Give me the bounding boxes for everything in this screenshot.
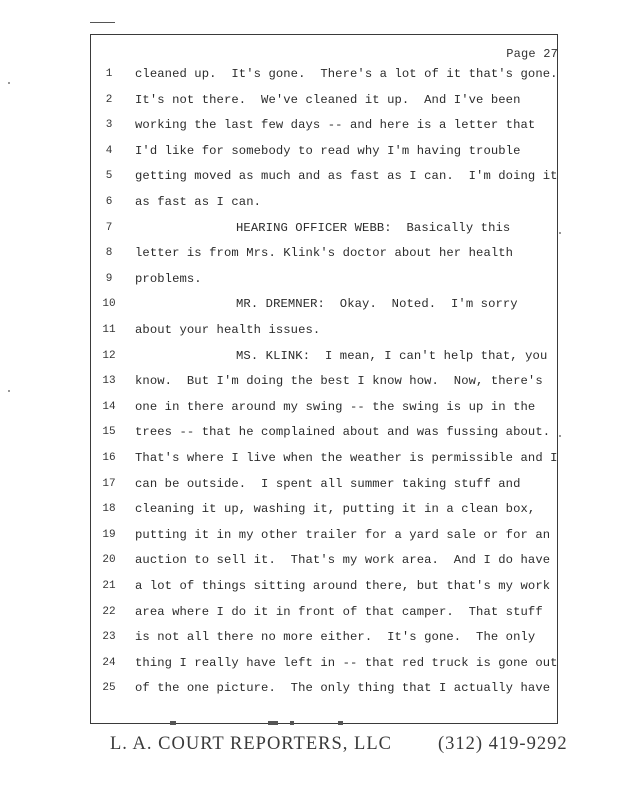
transcript-line <box>0 602 560 622</box>
speaker-line-text: MS. KLINK: I mean, I can't help that, you <box>236 348 548 363</box>
line-text: as fast as I can. <box>135 195 262 209</box>
line-number: 25 <box>102 682 116 695</box>
transcript-line <box>0 320 560 340</box>
transcript-line <box>0 576 560 596</box>
line-number: 21 <box>102 580 116 592</box>
line-number: 20 <box>102 554 116 567</box>
scan-speck <box>8 82 10 84</box>
line-number: 8 <box>105 247 113 260</box>
line-text: know. But I'm doing the best I know how. Now, there's <box>135 374 543 389</box>
speaker-line-text: MR. DREMNER: Okay. Noted. I'm sorry <box>236 297 518 312</box>
transcript-line <box>0 218 560 238</box>
line-number: 24 <box>102 656 116 669</box>
page-number: Page 27 <box>506 47 558 61</box>
line-number: 2 <box>105 93 113 106</box>
transcript-line <box>0 371 560 391</box>
line-number: 10 <box>102 298 116 311</box>
line-text: cleaned up. It's gone. There's a lot of it that's gone. <box>135 67 558 81</box>
line-text: letter is from Mrs. Klink's doctor about her health <box>135 246 514 261</box>
line-number: 14 <box>102 400 116 413</box>
line-number: 23 <box>102 631 116 644</box>
line-number: 5 <box>105 170 113 183</box>
transcript-line <box>0 678 560 698</box>
footer <box>110 734 568 755</box>
transcript-line <box>0 243 560 263</box>
transcript-line <box>0 550 560 570</box>
line-number: 13 <box>102 375 116 388</box>
footer-phone: (312) 419-9292 <box>437 734 568 754</box>
line-text: of the one picture. The only thing that I actually have <box>135 681 551 696</box>
line-number: 19 <box>102 528 116 541</box>
transcript-line <box>0 115 560 135</box>
line-text: That's where I live when the weather is permissible and I <box>135 451 558 465</box>
scan-artifact <box>150 721 350 727</box>
line-text: putting it in my other trailer for a yard sale or for an <box>135 527 551 542</box>
line-text: getting moved as much and as fast as I can. I'm doing it <box>135 169 558 184</box>
line-number: 4 <box>105 144 113 157</box>
line-text: trees -- that he complained about and was fussing about. <box>135 425 551 440</box>
transcript-line <box>0 269 560 289</box>
line-number: 3 <box>105 119 113 132</box>
line-text: thing I really have left in -- that red truck is gone out <box>135 655 558 670</box>
scan-speck <box>559 435 561 437</box>
scan-speck <box>8 390 10 392</box>
transcript-line <box>0 346 560 366</box>
frame-corner-mark <box>90 22 115 23</box>
transcript-line <box>0 499 560 519</box>
transcript-line <box>0 653 560 673</box>
line-number: 9 <box>105 272 113 285</box>
line-text: It's not there. We've cleaned it up. And I've been <box>135 92 521 107</box>
transcript-line <box>0 294 560 314</box>
transcript-line <box>0 90 560 110</box>
line-text: area where I do it in front of that camper. That stuff <box>135 604 543 619</box>
line-text: working the last few days -- and here is a letter that <box>135 118 536 133</box>
transcript-line <box>0 448 560 468</box>
speaker-line-text: HEARING OFFICER WEBB: Basically this <box>236 220 511 235</box>
line-number: 11 <box>102 324 116 336</box>
transcript-line <box>0 64 560 84</box>
line-text: one in there around my swing -- the swing is up in the <box>135 399 536 414</box>
line-text: can be outside. I spent all summer taking stuff and <box>135 476 521 491</box>
transcript-line <box>0 422 560 442</box>
line-number: 18 <box>102 503 116 516</box>
line-text: is not all there no more either. It's gone. The only <box>135 630 536 645</box>
line-number: 12 <box>102 349 116 362</box>
line-text: a lot of things sitting around there, but that's my work <box>135 579 551 593</box>
line-text: I'd like for somebody to read why I'm having trouble <box>135 143 521 158</box>
transcript-line <box>0 474 560 494</box>
line-number: 1 <box>105 68 113 80</box>
transcript-line <box>0 192 560 212</box>
footer-company: L. A. COURT REPORTERS, LLC <box>110 734 392 754</box>
line-number: 16 <box>102 452 116 464</box>
line-number: 22 <box>102 605 116 618</box>
line-number: 7 <box>105 221 113 234</box>
line-number: 17 <box>102 477 116 490</box>
line-text: auction to sell it. That's my work area. And I do have <box>135 553 551 568</box>
line-text: problems. <box>135 271 202 286</box>
line-text: cleaning it up, washing it, putting it in a clean box, <box>135 502 536 517</box>
transcript-line <box>0 627 560 647</box>
transcript-line <box>0 141 560 161</box>
transcript-line <box>0 166 560 186</box>
line-text: about your health issues. <box>135 323 321 337</box>
transcript-line <box>0 525 560 545</box>
line-number: 15 <box>102 426 116 439</box>
transcript-line <box>0 397 560 417</box>
line-number: 6 <box>105 196 113 208</box>
scan-speck <box>559 232 561 234</box>
